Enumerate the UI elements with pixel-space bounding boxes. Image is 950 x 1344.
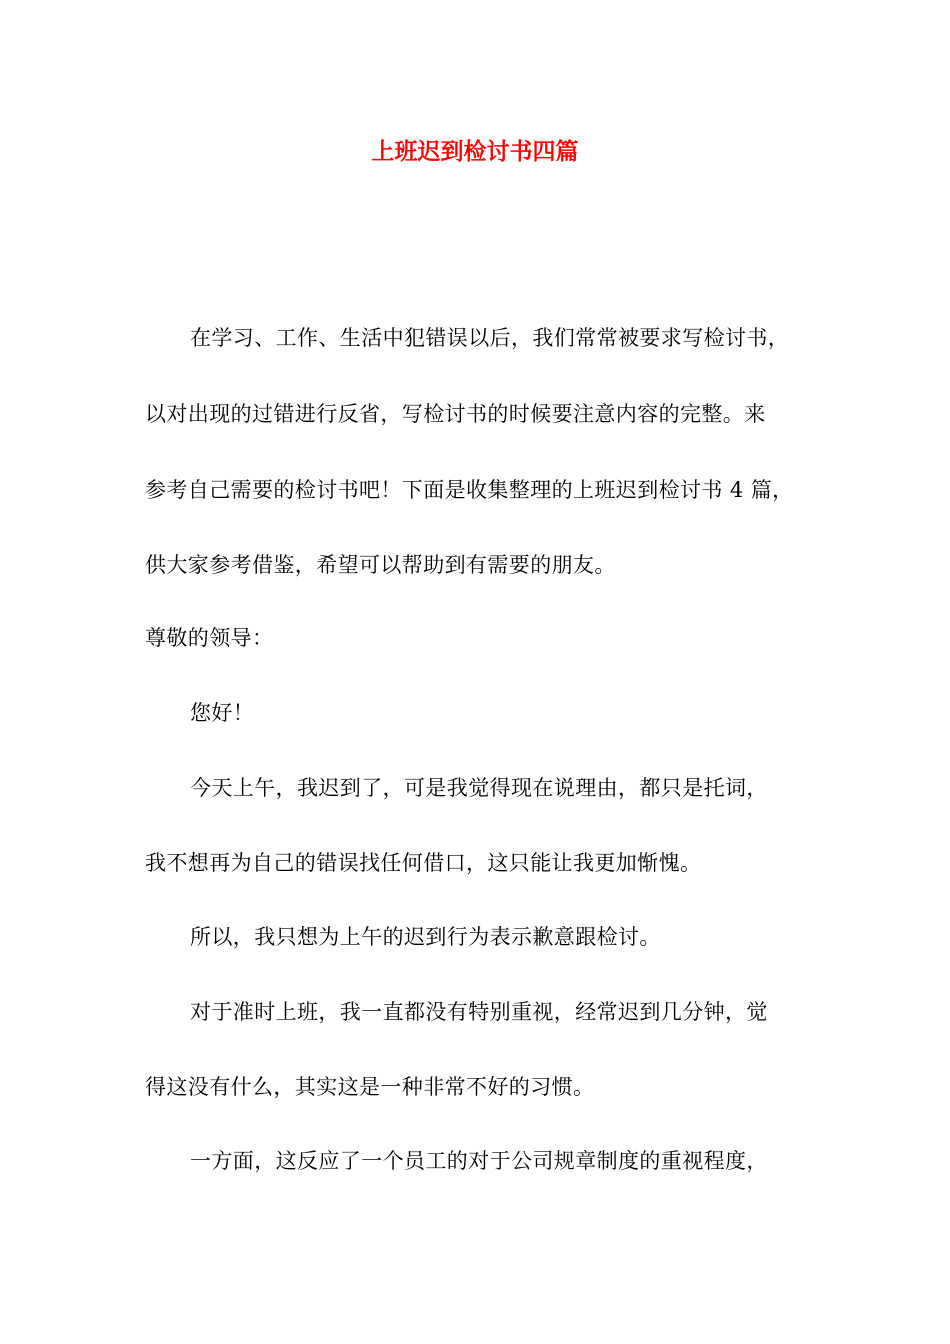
greeting: 您好！ xyxy=(190,701,255,725)
body-line: 在学习、工作、生活中犯错误以后，我们常常被要求写检讨书， xyxy=(190,326,790,350)
salutation: 尊敬的领导： xyxy=(145,626,274,650)
body-line: 我不想再为自己的错误找任何借口，这只能让我更加惭愧。 xyxy=(145,851,702,875)
body-line: 一方面，这反应了一个员工的对于公司规章制度的重视程度， xyxy=(190,1149,768,1173)
body-line: 供大家参考借鉴，希望可以帮助到有需要的朋友。 xyxy=(145,553,616,577)
body-line: 对于准时上班，我一直都没有特别重视，经常迟到几分钟，觉 xyxy=(190,1000,768,1024)
body-line: 得这没有什么，其实这是一种非常不好的习惯。 xyxy=(145,1075,595,1099)
body-line: 今天上午，我迟到了，可是我觉得现在说理由，都只是托词， xyxy=(190,776,768,800)
body-line: 以对出现的过错进行反省，写检讨书的时候要注意内容的完整。来 xyxy=(145,402,766,426)
body-line: 参考自己需要的检讨书吧！下面是收集整理的上班迟到检讨书 4 篇， xyxy=(145,478,794,502)
page-title: 上班迟到检讨书四篇 xyxy=(371,139,579,165)
body-line: 所以，我只想为上午的迟到行为表示歉意跟检讨。 xyxy=(190,925,661,949)
